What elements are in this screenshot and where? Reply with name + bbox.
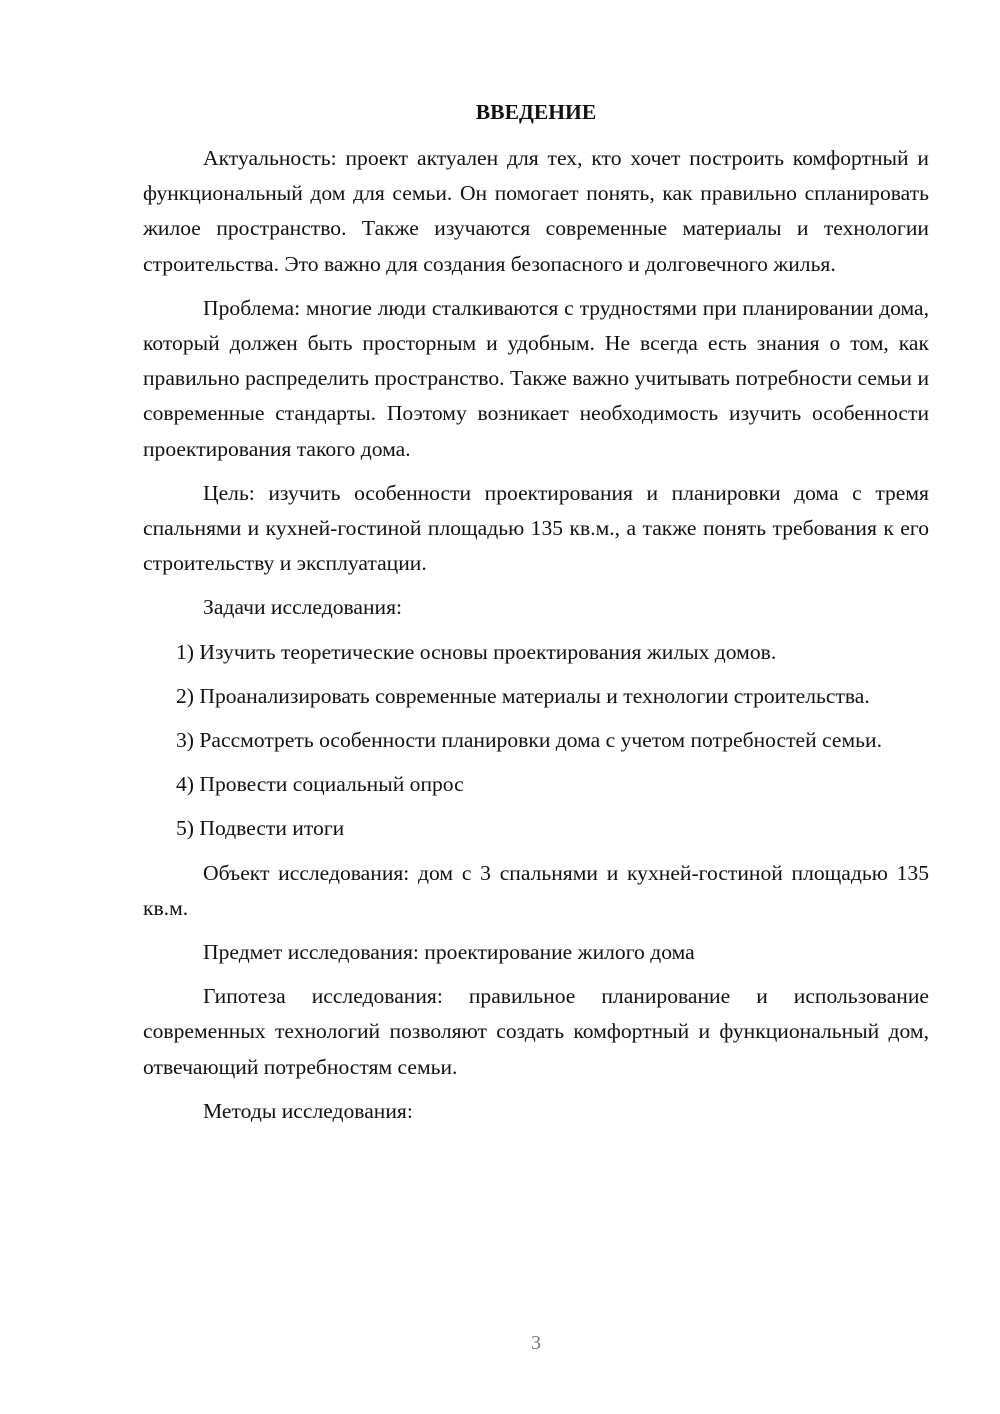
task-item-2: 2) Проанализировать современные материалы и технологии строительства. bbox=[176, 683, 870, 708]
tasks-heading: Задачи исследования: bbox=[203, 595, 403, 620]
page-number: 3 bbox=[531, 1332, 541, 1354]
object-paragraph: Объект исследования: дом с 3 спальнями и кухней-гостиной площадью 135 кв.м. bbox=[143, 860, 929, 920]
methods-paragraph: Методы исследования: bbox=[203, 1098, 413, 1123]
goal-paragraph: Цель: изучить особенности проектирования и планировки дома с тремя спальнями и кухней-гостиной площадью 135 кв.м., а также понять требования к его строительству и эксплуатации. bbox=[143, 480, 929, 576]
subject-paragraph: Предмет исследования: проектирование жилого дома bbox=[203, 940, 695, 965]
relevance-paragraph: Актуальность: проект актуален для тех, кто хочет построить комфортный и функциональный дом для семьи. Он помогает понять, как правильно спланировать жилое пространство. Также изучаются современные материалы и технологии строительства. Это важно для создания безопасного и долговечного жилья. bbox=[143, 146, 929, 276]
problem-paragraph: Проблема: многие люди сталкиваются с трудностями при планировании дома, который должен быть просторным и удобным. Не всегда есть знания о том, как правильно распределить пространство. Также важно учитывать потребности семьи и современные стандарты. Поэтому возникает необходимость изучить особенности проектирования такого дома. bbox=[143, 295, 929, 461]
task-item-1: 1) Изучить теоретические основы проектирования жилых домов. bbox=[176, 639, 777, 664]
hypothesis-paragraph: Гипотеза исследования: правильное планирование и использование современных технологий позволяют создать комфортный и функциональный дом, отвечающий потребностям семьи. bbox=[143, 984, 929, 1079]
task-item-5: 5) Подвести итоги bbox=[176, 816, 345, 841]
document-body bbox=[143, 96, 929, 1138]
task-item-3: 3) Рассмотреть особенности планировки дома с учетом потребностей семьи. bbox=[176, 728, 882, 753]
section-heading: ВВЕДЕНИЕ bbox=[475, 100, 597, 124]
task-item-4: 4) Провести социальный опрос bbox=[176, 772, 464, 797]
